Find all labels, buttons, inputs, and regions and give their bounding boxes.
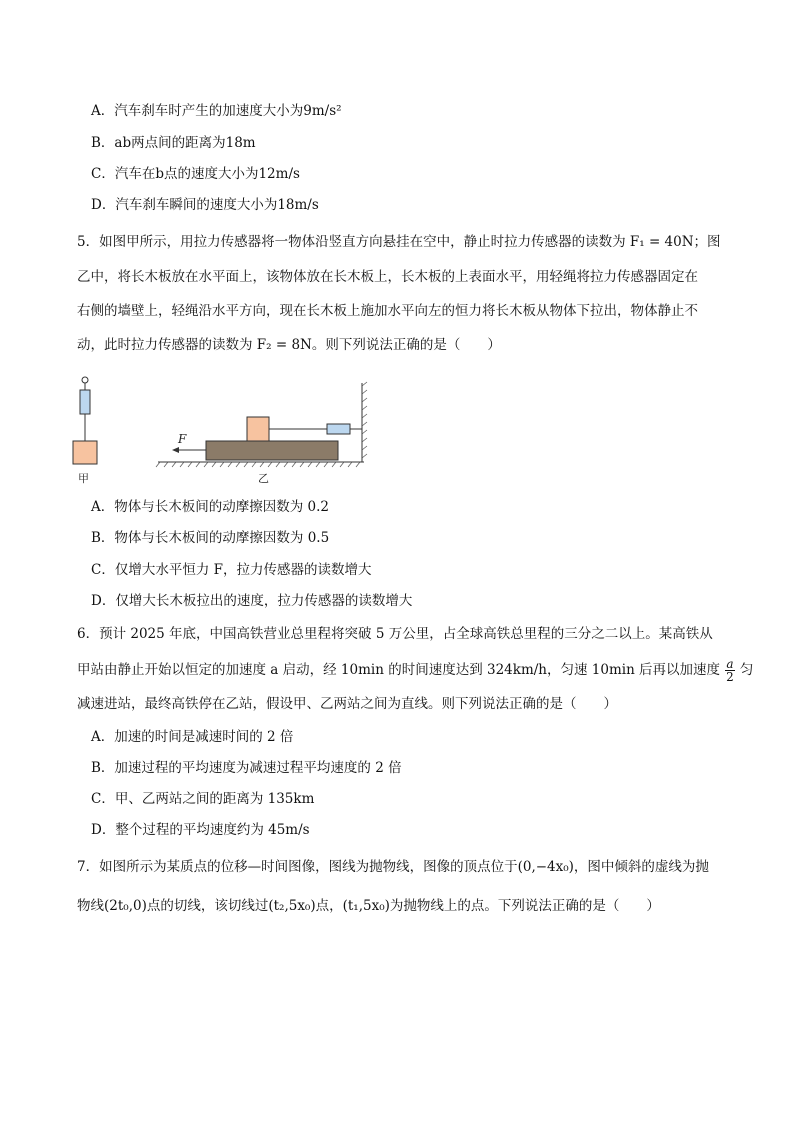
q4-option-c: C．汽车在b点的速度大小为12m/s [91, 166, 300, 182]
figure-yi [156, 382, 367, 485]
q5-option-d: D．仅增大长木板拉出的速度，拉力传感器的读数增大 [91, 593, 413, 609]
q6-option-c: C．甲、乙两站之间的距离为 135km [91, 791, 315, 807]
q5-stem-line-2: 乙中，将长木板放在水平面上，该物体放在长木板上，长木板的上表面水平，用轻绳将拉力传感器固定在 [77, 269, 698, 285]
force-arrow [172, 447, 179, 453]
q6-option-a: A．加速的时间是减速时间的 2 倍 [91, 729, 294, 745]
q5-stem-line-1: 5．如图甲所示，用拉力传感器将一物体沿竖直方向悬挂在空中，静止时拉力传感器的读数为 F₁ = 40N；图 [77, 234, 721, 250]
q7-stem-line-2: 物线(2t₀,0)点的切线，该切线过(t₂,5x₀)点，(t₁,5x₀)为抛物线上的点。下列说法正确的是（ ） [77, 898, 660, 914]
q7-stem-line-1: 7．如图所示为某质点的位移—时间图像，图线为抛物线，图像的顶点位于(0,−4x₀)，图中倾斜的虚线为抛 [77, 859, 709, 875]
q5-stem-line-4: 动，此时拉力传感器的读数为 F₂ = 8N。则下列说法正确的是（ ） [77, 337, 501, 353]
q5-figure [68, 370, 378, 488]
wall-force-sensor [327, 424, 350, 434]
fraction-denominator: 2 [726, 670, 734, 684]
q6-option-b: B．加速过程的平均速度为减速过程平均速度的 2 倍 [91, 760, 402, 776]
q4-option-b: B．ab两点间的距离为18m [91, 135, 256, 151]
q5-option-b: B．物体与长木板间的动摩擦因数为 0.5 [91, 530, 330, 546]
q6-stem-line-2 [77, 658, 753, 683]
q6-option-d: D．整个过程的平均速度约为 45m/s [91, 822, 310, 838]
q4-option-a: A．汽车刹车时产生的加速度大小为9m/s² [91, 103, 342, 119]
q6-stem-line-2-end: 匀 [739, 662, 754, 678]
label-force: F [178, 432, 187, 446]
q5-stem-line-3: 右侧的墙壁上，轻绳沿水平方向，现在长木板上施加水平向左的恒力将长木板从物体下拉出，物体静止不 [77, 303, 698, 319]
q5-option-a: A．物体与长木板间的动摩擦因数为 0.2 [91, 499, 330, 515]
q4-option-d: D．汽车刹车瞬间的速度大小为18m/s [91, 197, 319, 213]
q6-stem-line-2-text: 甲站由静止开始以恒定的加速度 a 启动，经 10min 的时间速度达到 324km/h，匀速 10min 后再以加速度 [77, 662, 721, 678]
long-board [206, 441, 338, 460]
hanging-block [73, 441, 97, 464]
figure-jia [73, 377, 97, 485]
hanging-force-sensor [80, 390, 90, 414]
label-yi: 乙 [258, 472, 269, 485]
q6-stem-line-3: 减速进站，最终高铁停在乙站，假设甲、乙两站之间为直线。则下列说法正确的是（ ） [77, 696, 617, 712]
q5-option-c: C．仅增大水平恒力 F，拉力传感器的读数增大 [91, 562, 372, 578]
block-on-board [247, 417, 269, 441]
label-jia: 甲 [78, 472, 89, 485]
fraction-numerator: a [726, 657, 734, 671]
fraction-a-over-2 [725, 658, 734, 683]
q6-stem-line-1: 6．预计 2025 年底，中国高铁营业总里程将突破 5 万公里，占全球高铁总里程的三分之二以上。某高铁从 [77, 626, 713, 642]
